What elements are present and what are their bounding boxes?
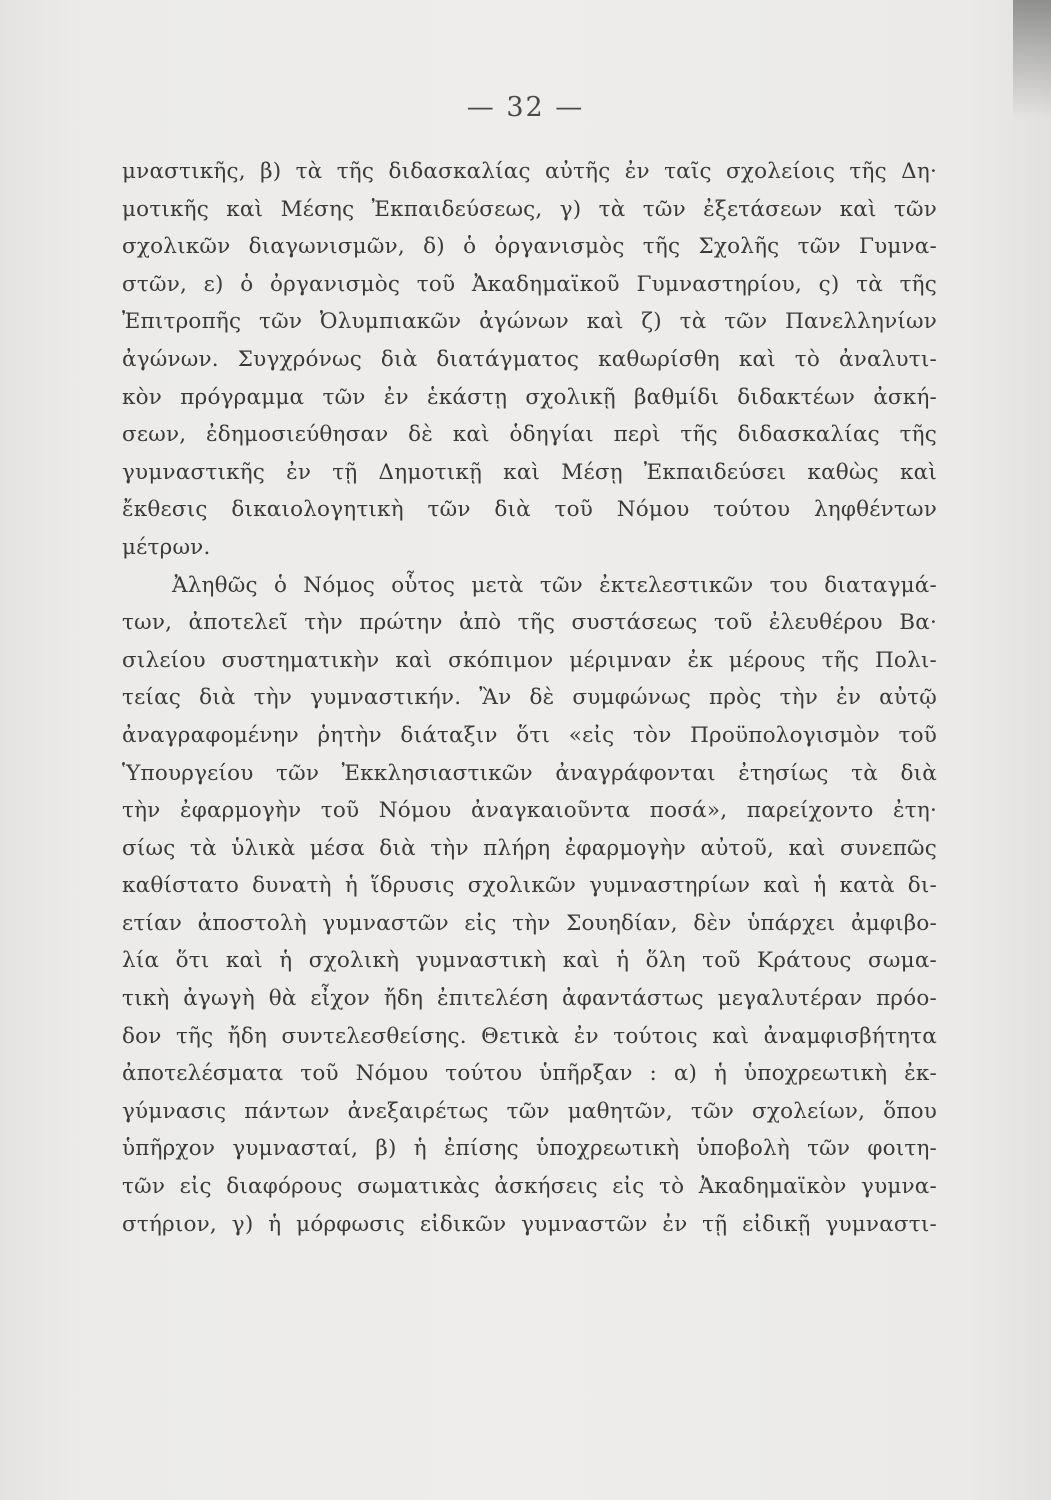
text-line-24: δον τῆς ἤδη συντελεσθείσης. Θετικὰ ἐν τούτοις καὶ ἀναμφισβήτητα — [122, 1023, 937, 1049]
page-number: — 32 — — [466, 92, 585, 123]
text-line-17: Ὑπουργείου τῶν Ἐκκλησιαστικῶν ἀναγράφονται ἐτησίως τὰ διὰ — [122, 760, 937, 786]
text-line-10: ἔκθεσις δικαιολογητικὴ τῶν διὰ τοῦ Νόμου τούτου ληφθέντων — [122, 497, 937, 523]
text-line-9: γυμναστικῆς ἐν τῇ Δημοτικῇ καὶ Μέσῃ Ἐκπαιδεύσει καθὼς καὶ — [122, 459, 937, 485]
text-line-12: Ἀληθῶς ὁ Νόμος οὗτος μετὰ τῶν ἐκτελεστικῶν του διαταγμά- — [172, 572, 937, 598]
text-line-25: ἀποτελέσματα τοῦ Νόμου τούτου ὑπῆρξαν : α) ἡ ὑποχρεωτικὴ ἐκ- — [122, 1061, 937, 1087]
text-line-16: ἀναγραφομένην ῥητὴν διάταξιν ὅτι «εἰς τὸν Προϋπολογισμὸν τοῦ — [122, 722, 937, 748]
text-line-3: σχολικῶν διαγωνισμῶν, δ) ὁ ὀργανισμὸς τῆς Σχολῆς τῶν Γυμνα- — [122, 234, 937, 260]
text-line-27: ὑπῆρχον γυμνασταί, β) ἡ ἐπίσης ὑποχρεωτικὴ ὑποβολὴ τῶν φοιτη- — [122, 1136, 937, 1162]
text-line-5: Ἐπιτροπῆς τῶν Ὀλυμπιακῶν ἀγώνων καὶ ζ) τὰ τῶν Πανελληνίων — [122, 309, 937, 335]
text-line-26: γύμνασις πάντων ἀνεξαιρέτως τῶν μαθητῶν, τῶν σχολείων, ὅπου — [122, 1098, 937, 1124]
text-line-8: σεων, ἐδημοσιεύθησαν δὲ καὶ ὁδηγίαι περὶ τῆς διδασκαλίας τῆς — [122, 422, 937, 448]
text-line-6: ἀγώνων. Συγχρόνως διὰ διατάγματος καθωρίσθη καὶ τὸ ἀναλυτι- — [122, 346, 937, 372]
body-text — [122, 153, 937, 1243]
text-line-29: στήριον, γ) ἡ μόρφωσις εἰδικῶν γυμναστῶν ἐν τῇ εἰδικῇ γυμναστι- — [122, 1211, 937, 1237]
text-line-23: τικὴ ἀγωγὴ θὰ εἶχον ἤδη ἐπιτελέση ἀφαντάστως μεγαλυτέραν πρόο- — [122, 986, 937, 1012]
text-line-18: τὴν ἐφαρμογὴν τοῦ Νόμου ἀναγκαιοῦντα ποσά», παρείχοντο ἐτη· — [122, 798, 937, 824]
text-line-22: λία ὅτι καὶ ἡ σχολικὴ γυμναστικὴ καὶ ἡ ὅλη τοῦ Κράτους σωμα- — [122, 948, 937, 974]
text-line-14: σιλείου συστηματικὴν καὶ σκόπιμον μέριμναν ἐκ μέρους τῆς Πολι- — [122, 647, 937, 673]
text-line-7: κὸν πρόγραμμα τῶν ἐν ἑκάστῃ σχολικῇ βαθμίδι διδακτέων ἀσκή- — [122, 384, 937, 410]
text-line-13: των, ἀποτελεῖ τὴν πρώτην ἀπὸ τῆς συστάσεως τοῦ ἐλευθέρου Βα· — [122, 610, 937, 636]
text-line-20: καθίστατο δυνατὴ ἡ ἵδρυσις σχολικῶν γυμναστηρίων καὶ ἡ κατὰ δι- — [122, 873, 937, 899]
text-line-19: σίως τὰ ὑλικὰ μέσα διὰ τὴν πλήρη ἐφαρμογὴν αὐτοῦ, καὶ συνεπῶς — [122, 835, 937, 861]
text-line-2: μοτικῆς καὶ Μέσης Ἐκπαιδεύσεως, γ) τὰ τῶν ἐξετάσεων καὶ τῶν — [122, 196, 937, 222]
text-line-4: στῶν, ε) ὁ ὀργανισμὸς τοῦ Ἀκαδημαϊκοῦ Γυμναστηρίου, ς) τὰ τῆς — [122, 271, 937, 297]
text-line-21: ετίαν ἀποστολὴ γυμναστῶν εἰς τὴν Σουηδίαν, δὲν ὑπάρχει ἀμφιβο- — [122, 910, 937, 936]
text-line-1: μναστικῆς, β) τὰ τῆς διδασκαλίας αὐτῆς ἐν ταῖς σχολείοις τῆς Δη· — [122, 159, 937, 184]
text-line-28: τῶν εἰς διαφόρους σωματικὰς ἀσκήσεις εἰς τὸ Ἀκαδημαϊκὸν γυμνα- — [122, 1174, 937, 1200]
text-line-15: τείας διὰ τὴν γυμναστικήν. Ἂν δὲ συμφώνως πρὸς τὴν ἐν αὐτῷ — [122, 685, 937, 711]
text-line-11: μέτρων. — [122, 534, 211, 560]
